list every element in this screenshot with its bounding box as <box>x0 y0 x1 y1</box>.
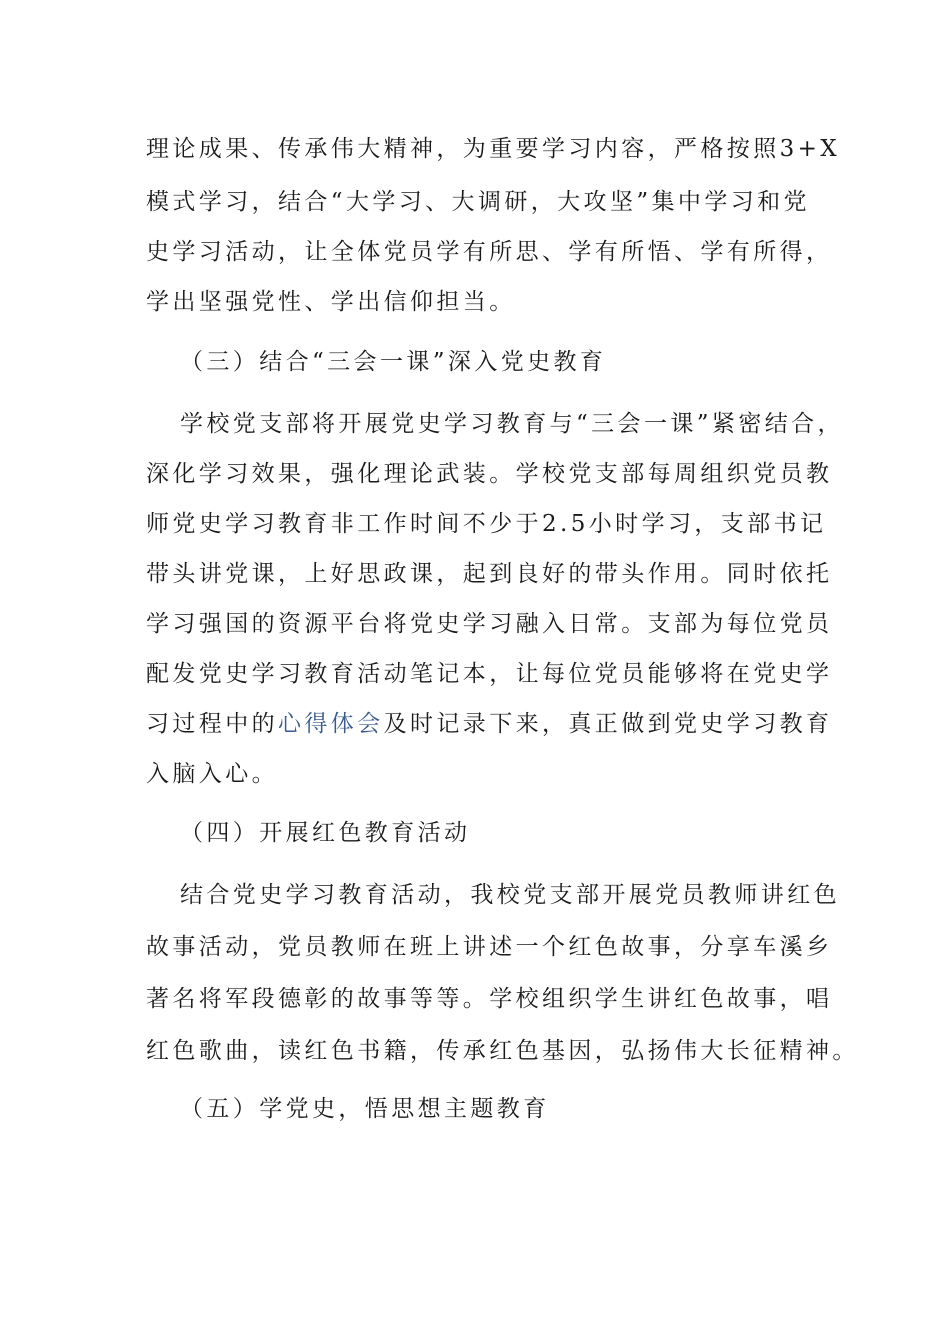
paragraph-line: 学校党支部将开展党史学习教育与“三会一课”紧密结合， <box>180 411 844 437</box>
paragraph-line: 模式学习，结合“大学习、大调研，大攻坚”集中学习和党 <box>146 189 810 215</box>
paragraph-line: 史学习活动，让全体党员学有所思、学有所悟、学有所得， <box>146 239 833 265</box>
section-heading-four: （四）开展红色教育活动 <box>180 820 471 846</box>
paragraph-line: 带头讲党课，上好思政课，起到良好的带头作用。同时依托 <box>146 561 833 587</box>
paragraph-line: 故事活动，党员教师在班上讲述一个红色故事，分享车溪乡 <box>146 934 833 960</box>
paragraph-line: 理论成果、传承伟大精神，为重要学习内容，严格按照3+X <box>146 136 841 162</box>
text-segment: 习过程中的 <box>146 711 278 737</box>
paragraph-line: 结合党史学习教育活动，我校党支部开展党员教师讲红色 <box>180 882 840 908</box>
paragraph-line: 配发党史学习教育活动笔记本，让每位党员能够将在党史学 <box>146 661 833 687</box>
paragraph-line-with-link <box>146 709 832 739</box>
paragraph-line: 红色歌曲，读红色书籍，传承红色基因，弘扬伟大长征精神。 <box>146 1038 859 1064</box>
link-xinde-tihui[interactable]: 心得体会 <box>278 711 384 737</box>
paragraph-line: 入脑入心。 <box>146 761 278 787</box>
section-heading-three: （三）结合“三会一课”深入党史教育 <box>180 349 607 375</box>
section-heading-five: （五）学党史，悟思想主题教育 <box>180 1096 550 1122</box>
paragraph-line: 著名将军段德彰的故事等等。学校组织学生讲红色故事，唱 <box>146 986 833 1012</box>
text-segment: 及时记录下来，真正做到党史学习教育 <box>383 711 833 737</box>
paragraph-line: 学习强国的资源平台将党史学习融入日常。支部为每位党员 <box>146 611 833 637</box>
paragraph-line: 深化学习效果，强化理论武装。学校党支部每周组织党员教 <box>146 461 833 487</box>
paragraph-line: 学出坚强党性、学出信仰担当。 <box>146 289 516 315</box>
paragraph-line: 师党史学习教育非工作时间不少于2.5小时学习，支部书记 <box>146 511 827 537</box>
